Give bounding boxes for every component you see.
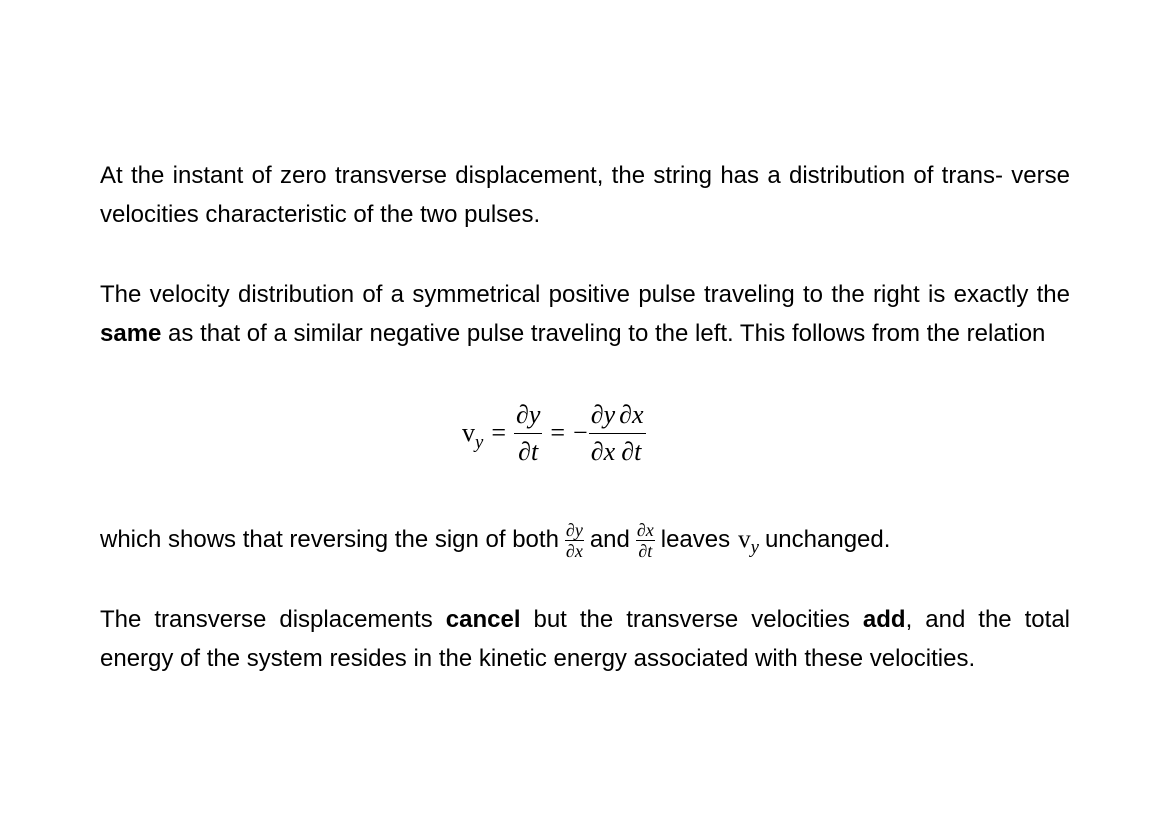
fraction-numerator: ∂y <box>590 399 616 429</box>
paragraph-2-text-1: The velocity distribution of a symmetrical positive pulse traveling to the right is exactly the <box>100 281 1070 308</box>
paragraph-4-text-2: but the transverse velocities <box>520 606 863 633</box>
paragraph-2-text-2: as that of a similar negative pulse traveling to the left. This follows from the relation <box>161 320 1046 347</box>
equation-fraction-dx-dt <box>617 400 645 467</box>
paragraph-4-text-1: The transverse displacements <box>100 606 446 633</box>
equation-equals-1: = <box>491 418 506 447</box>
inline-v-subscript: y <box>750 536 759 558</box>
fraction-numerator: ∂y <box>565 519 583 540</box>
fraction-denominator: ∂x <box>590 436 616 466</box>
paragraph-3-text-2: and <box>589 526 630 553</box>
equation-fraction-dy-dx <box>589 400 617 467</box>
inline-fraction-dy-dx <box>565 521 584 560</box>
fraction-numerator: ∂x <box>636 519 654 540</box>
fraction-numerator: ∂x <box>619 399 644 429</box>
paragraph-3 <box>100 516 1100 564</box>
fraction-numerator: ∂y <box>515 399 541 429</box>
inline-fraction-dx-dt <box>636 521 655 560</box>
paragraph-3-text-1: which shows that reversing the sign of both <box>100 526 559 553</box>
equation-v-subscript: y <box>475 431 484 453</box>
equation-lhs <box>462 418 484 453</box>
paragraph-3-text-3: leaves <box>660 526 731 553</box>
paragraph-1: At the instant of zero transverse displacement, the string has a distribution of trans- verse velocities characteristic of the two pulses. <box>100 162 1070 228</box>
fraction-denominator: ∂t <box>638 540 653 561</box>
equation-fraction-dy-dt <box>514 400 542 467</box>
paragraph-4-text-3: , and the total energy of the system resides in the kinetic energy associated with these velocities. <box>100 606 1070 672</box>
display-equation <box>0 398 1169 468</box>
bold-word-cancel: cancel <box>445 606 521 633</box>
fraction-denominator: ∂x <box>565 540 583 561</box>
equation-equals-2: = <box>550 418 566 447</box>
fraction-denominator: ∂t <box>518 436 539 466</box>
bold-word-add: add <box>862 606 906 633</box>
fraction-bar <box>514 433 542 434</box>
inline-v-y <box>738 526 759 558</box>
fraction-bar <box>589 433 617 434</box>
paragraph-3-text-4: unchanged. <box>764 526 891 553</box>
bold-word-same: same <box>100 320 162 347</box>
equation-minus: − <box>573 418 588 447</box>
fraction-bar <box>617 433 645 434</box>
fraction-denominator: ∂t <box>621 436 642 466</box>
inline-v-symbol: v <box>738 526 751 553</box>
paragraph-2 <box>100 275 1070 353</box>
paragraph-4 <box>100 600 1070 678</box>
equation-v-symbol: v <box>462 418 475 447</box>
